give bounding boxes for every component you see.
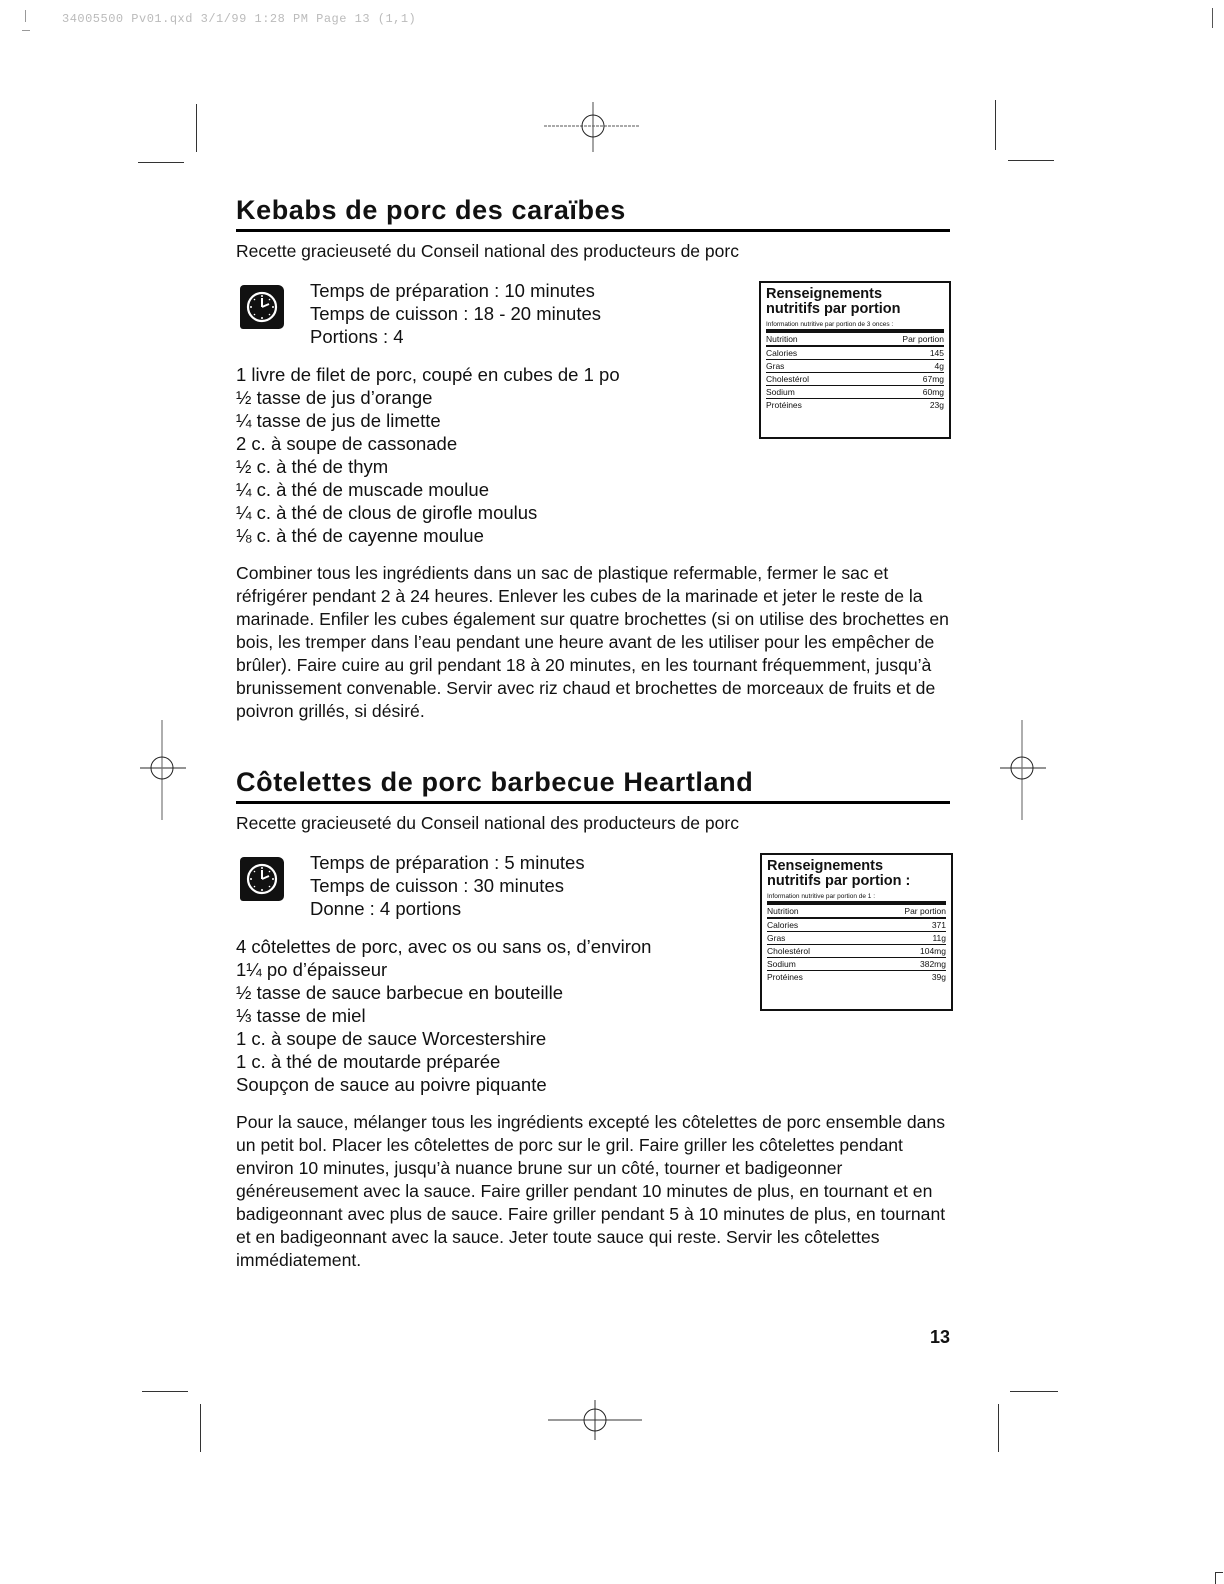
nutrient-value: 104mg (920, 946, 946, 956)
recipe-timing (236, 279, 601, 348)
ingredient-item: ½ tasse de sauce barbecue en bouteille (236, 982, 564, 1003)
nutrition-col-label: Par portion (904, 906, 946, 916)
nutrition-subheading: Information nutritive par portion de 3 onces : (766, 321, 894, 328)
nutrition-row (767, 970, 946, 983)
nutrition-heading: Renseignements (767, 858, 884, 874)
ingredient-item: Soupçon de sauce au poivre piquante (236, 1074, 547, 1095)
nutrition-heading: nutritifs par portion (766, 301, 901, 317)
registration-mark-icon (542, 1400, 646, 1440)
prep-time: Temps de préparation : 5 minutes (310, 852, 585, 873)
recipe-timing (236, 851, 585, 920)
ingredient-item: ¼ tasse de jus de limette (236, 410, 441, 431)
recipe-courtesy: Recette gracieuseté du Conseil national des producteurs de porc (236, 241, 739, 261)
nutrient-label: Protéines (767, 972, 803, 982)
ingredient-item: ½ tasse de jus d’orange (236, 387, 433, 408)
nutrition-row (766, 345, 944, 359)
crop-mark (1010, 1391, 1058, 1392)
nutrient-value: 39g (931, 972, 946, 982)
ingredient-item: 4 côtelettes de porc, avec os ou sans os, d’environ (236, 936, 652, 957)
ingredient-item: ½ c. à thé de thym (236, 456, 389, 477)
nutrient-label: Cholestérol (766, 374, 809, 384)
nutrition-row (767, 931, 946, 944)
nutrition-header-row (766, 329, 944, 345)
ingredient-item: ⅓ tasse de miel (236, 1005, 366, 1026)
nutrient-label: Calories (766, 348, 798, 358)
recipe-instructions: Pour la sauce, mélanger tous les ingrédients excepté les côtelettes de porc ensemble dans un petit bol. Placer les côtelettes de porc sur le gril. Faire griller les côtelettes pendant environ 10 minutes, jusqu’à nuance brune sur un côté, tourner et badigeonner généreusement avec la sauce. Faire griller pendant 10 minutes de plus, en tournant et en badigeonnant avec plus de sauce. Faire griller pendant 5 à 10 minutes de plus, en tournant et en badigeonnant avec la sauce. Jeter toute sauce qui reste. Servir les côtelettes immédiatement. (236, 1112, 946, 1270)
nutrient-value: 371 (931, 920, 946, 930)
crop-mark (200, 1404, 201, 1452)
crop-mark (196, 104, 197, 152)
nutrition-row (766, 359, 944, 372)
servings: Portions : 4 (310, 326, 404, 347)
nutrient-value: 11g (932, 933, 946, 943)
nutrient-label: Sodium (767, 959, 796, 969)
recipe-title: Côtelettes de porc barbecue Heartland (236, 767, 754, 797)
registration-mark-icon (998, 718, 1048, 822)
nutrient-label: Protéines (766, 400, 802, 410)
nutrient-value: 60mg (922, 387, 944, 397)
nutrient-value: 4g (934, 361, 944, 371)
slug-tick-mark (25, 10, 26, 22)
ingredient-item: 1 c. à thé de moutarde préparée (236, 1051, 501, 1072)
crop-mark (998, 1404, 999, 1452)
registration-mark-icon (540, 100, 644, 154)
nutrient-label: Gras (766, 361, 785, 371)
nutrient-value: 67mg (922, 374, 944, 384)
recipe-courtesy: Recette gracieuseté du Conseil national des producteurs de porc (236, 813, 739, 833)
nutrition-heading: nutritifs par portion : (767, 873, 911, 889)
ingredient-item: 1 c. à soupe de sauce Worcestershire (236, 1028, 547, 1049)
nutrient-value: 145 (929, 348, 944, 358)
nutrition-row (767, 944, 946, 957)
slug-tick-mark (22, 30, 30, 31)
ingredient-item: 1 livre de filet de porc, coupé en cubes de 1 po (236, 364, 620, 385)
crop-mark (1008, 160, 1054, 161)
nutrition-facts-box (759, 281, 951, 439)
nutrition-subheading: Information nutritive par portion de 1 : (767, 893, 876, 900)
nutrient-label: Gras (767, 933, 786, 943)
nutrition-row (766, 372, 944, 385)
ingredient-item: 1¼ po d’épaisseur (236, 959, 388, 980)
nutrition-col-label: Nutrition (767, 906, 799, 916)
cook-time: Temps de cuisson : 30 minutes (310, 875, 564, 896)
crop-mark (138, 162, 184, 163)
recipe-title: Kebabs de porc des caraïbes (236, 195, 626, 225)
servings: Donne : 4 portions (310, 898, 462, 919)
nutrition-header-row (767, 901, 946, 917)
crop-mark (142, 1391, 188, 1392)
clock-icon (240, 285, 284, 329)
title-rule (236, 229, 950, 232)
print-slug: 34005500 Pv01.qxd 3/1/99 1:28 PM Page 13 (1,1) (62, 12, 417, 26)
ingredient-item: 2 c. à soupe de cassonade (236, 433, 458, 454)
nutrition-row (767, 957, 946, 970)
nutrition-row (766, 398, 944, 411)
nutrition-facts-box (760, 853, 953, 1011)
nutrient-value: 382mg (920, 959, 946, 969)
nutrient-label: Sodium (766, 387, 795, 397)
nutrition-row (766, 385, 944, 398)
crop-mark (1215, 1572, 1216, 1584)
nutrient-label: Calories (767, 920, 799, 930)
prep-time: Temps de préparation : 10 minutes (310, 280, 595, 301)
nutrition-heading: Renseignements (766, 286, 883, 302)
recipe-instructions: Combiner tous les ingrédients dans un sac de plastique refermable, fermer le sac et réfrigérer pendant 2 à 24 heures. Enlever les cubes de la marinade et jeter le reste de la marinade. Enfiler les cubes également sur quatre brochettes (si on utilise des brochettes en bois, les tremper dans l’eau pendant une heure avant de les utiliser pour les empêcher de brûler). Faire cuire au gril pendant 18 à 20 minutes, en les tournant fréquemment, jusqu’à brunissement convenable. Servir avec riz chaud et brochettes de morceaux de fruits et de poivron grillés, si désiré. (236, 563, 949, 721)
edge-tick-mark (1212, 8, 1213, 28)
title-rule (236, 801, 950, 804)
ingredient-item: ⅛ c. à thé de cayenne moulue (236, 525, 484, 546)
nutrition-row (767, 917, 946, 931)
crop-mark (1215, 1572, 1223, 1573)
crop-mark (995, 100, 996, 150)
nutrient-value: 23g (929, 400, 944, 410)
ingredient-item: ¼ c. à thé de muscade moulue (236, 479, 489, 500)
ingredient-list (236, 363, 620, 547)
cook-time: Temps de cuisson : 18 - 20 minutes (310, 303, 602, 324)
nutrition-col-label: Nutrition (766, 334, 798, 344)
nutrient-label: Cholestérol (767, 946, 810, 956)
clock-icon (240, 857, 284, 901)
nutrition-col-label: Par portion (902, 334, 944, 344)
ingredient-list (236, 935, 651, 1096)
ingredient-item: ¼ c. à thé de clous de girofle moulus (236, 502, 538, 523)
page-number: 13 (930, 1327, 951, 1347)
registration-mark-icon (138, 718, 188, 822)
